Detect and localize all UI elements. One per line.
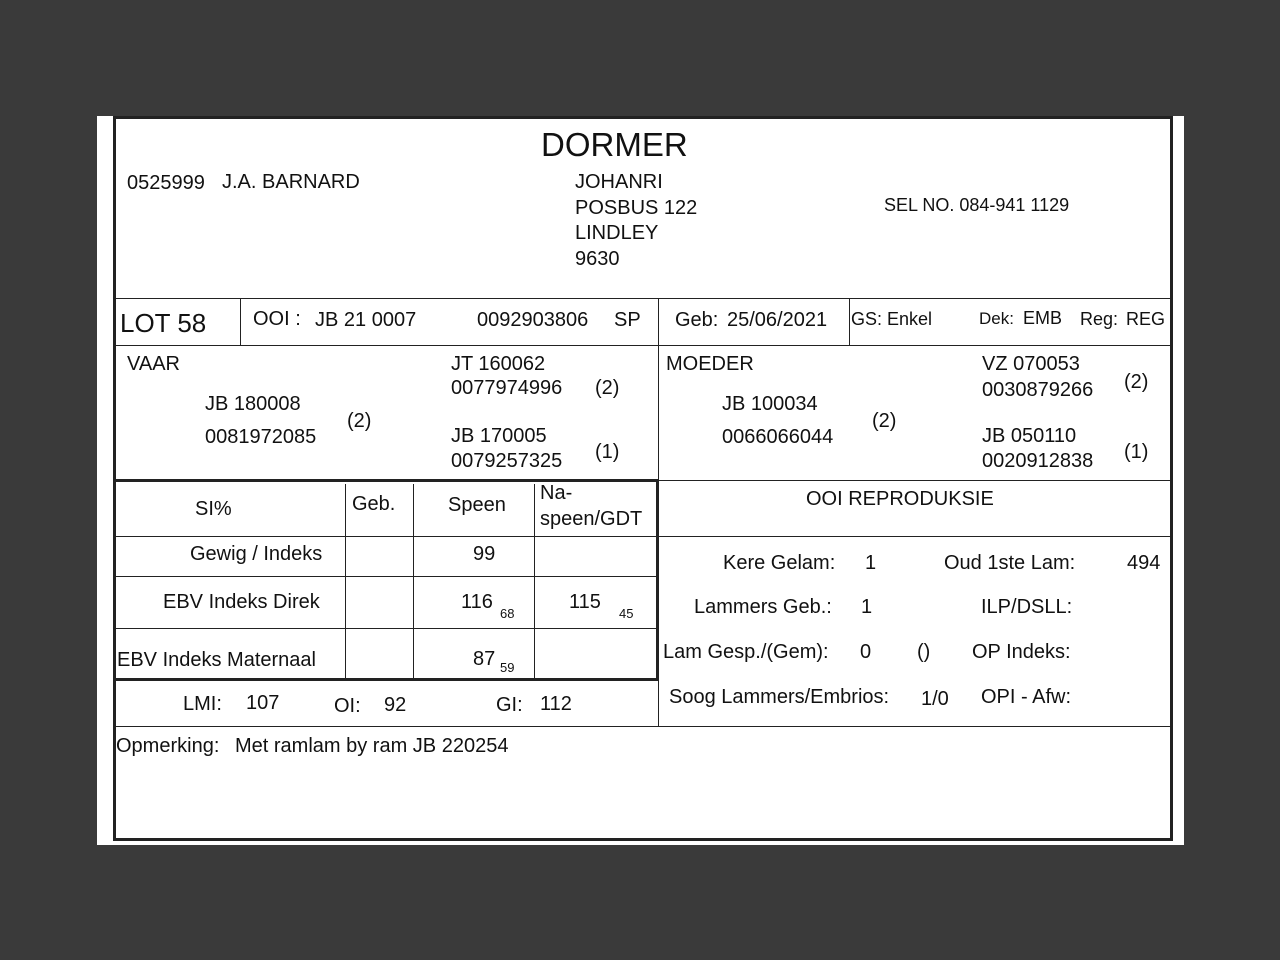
lam-gesp-value: 0	[860, 641, 872, 663]
rule-lot-divider	[240, 298, 241, 345]
reg-label: Reg:	[1080, 309, 1119, 329]
index-header-geb: Geb.	[352, 493, 396, 515]
row-direk-speen-sub: 68	[500, 606, 515, 621]
row-gewig-label: Gewig / Indeks	[190, 543, 323, 565]
moeder-id: JB 100034	[722, 393, 818, 415]
vaar-sire-number: 0077974996	[451, 377, 563, 399]
moeder-number: 0066066044	[722, 426, 834, 448]
rule-index-header	[113, 536, 1173, 537]
ilp-dsll-label: ILP/DSLL:	[981, 596, 1073, 618]
row-gewig-speen: 99	[473, 543, 496, 565]
lmi-value: 107	[246, 692, 280, 714]
moeder-sire-id: VZ 070053	[982, 353, 1080, 375]
index-header-speen: Speen	[448, 494, 506, 516]
lmi-label: LMI:	[183, 693, 222, 715]
row-maternaal-speen-sub: 59	[500, 660, 515, 675]
address-line-1: JOHANRI	[575, 171, 663, 193]
soog-lammers-label: Soog Lammers/Embrios:	[669, 686, 890, 708]
vaar-label: VAAR	[127, 353, 180, 375]
kere-gelam-value: 1	[865, 552, 877, 574]
rule-index-row1	[113, 576, 659, 577]
birth-status: GS: Enkel	[851, 309, 933, 329]
oi-label: OI:	[334, 695, 361, 717]
vaar-number: 0081972085	[205, 426, 317, 448]
rule-col-naspeen	[534, 484, 535, 678]
row-direk-speen: 116	[461, 591, 493, 613]
row-direk-naspeen-sub: 45	[619, 606, 634, 621]
lammers-geb-value: 1	[861, 596, 873, 618]
rule-pedigree-bottom-left	[113, 479, 659, 482]
gi-label: GI:	[496, 694, 523, 716]
moeder-dam-number: 0020912838	[982, 450, 1094, 472]
lot-card	[97, 116, 1184, 845]
rule-remark-top	[113, 726, 1173, 727]
registration-number: 0092903806	[477, 309, 589, 331]
row-maternaal-label: EBV Indeks Maternaal	[117, 649, 316, 671]
frame-top	[113, 116, 1173, 119]
vaar-dam-id: JB 170005	[451, 425, 547, 447]
row-direk-label: EBV Indeks Direk	[163, 591, 320, 613]
kere-gelam-label: Kere Gelam:	[723, 552, 836, 574]
frame-bottom	[113, 838, 1173, 841]
vaar-id: JB 180008	[205, 393, 301, 415]
oud-1ste-lam-label: Oud 1ste Lam:	[944, 552, 1076, 574]
address-line-3: LINDLEY	[575, 222, 659, 244]
rule-pedigree-bottom-right	[659, 480, 1173, 481]
index-header-naspeen-1: Na-	[540, 482, 573, 504]
moeder-grade: (2)	[872, 410, 897, 432]
row-maternaal-speen: 87	[473, 648, 496, 670]
address-line-4: 9630	[575, 248, 620, 270]
rule-index-row2	[113, 628, 659, 629]
breeder-name: J.A. BARNARD	[222, 171, 360, 193]
index-header-si: SI%	[195, 498, 232, 520]
oud-1ste-lam-value: 494	[1127, 552, 1161, 574]
moeder-dam-id: JB 050110	[982, 425, 1077, 447]
opi-afw-label: OPI - Afw:	[981, 686, 1072, 708]
vaar-dam-number: 0079257325	[451, 450, 563, 472]
breeder-code: 0525999	[127, 172, 205, 194]
birth-date: 25/06/2021	[727, 309, 828, 331]
phone-number: SEL NO. 084-941 1129	[884, 195, 1070, 215]
lam-gesp-label: Lam Gesp./(Gem):	[663, 641, 829, 663]
reg-value: REG	[1126, 309, 1166, 329]
ooi-label: OOI :	[253, 308, 301, 330]
address-line-2: POSBUS 122	[575, 197, 698, 219]
remark-text: Met ramlam by ram JB 220254	[235, 735, 509, 757]
moeder-label: MOEDER	[666, 353, 754, 375]
vaar-sire-grade: (2)	[595, 377, 620, 399]
moeder-sire-number: 0030879266	[982, 379, 1094, 401]
remark-label: Opmerking:	[116, 735, 220, 757]
lammers-geb-label: Lammers Geb.:	[694, 596, 832, 618]
lot-number: LOT 58	[120, 308, 207, 338]
oi-value: 92	[384, 694, 407, 716]
vaar-sire-id: JT 160062	[451, 353, 546, 375]
index-header-naspeen-2: speen/GDT	[540, 508, 643, 530]
birth-label: Geb:	[675, 309, 719, 331]
ooi-id: JB 21 0007	[315, 309, 417, 331]
frame-right	[1170, 116, 1173, 841]
dek-label: Dek:	[979, 309, 1014, 328]
vaar-grade: (2)	[347, 410, 372, 432]
moeder-dam-grade: (1)	[1124, 441, 1149, 463]
breed-title: DORMER	[541, 126, 688, 163]
rule-index-row3	[113, 678, 659, 681]
reproduction-title: OOI REPRODUKSIE	[806, 488, 994, 510]
rule-lot-bottom	[113, 345, 1173, 346]
vaar-dam-grade: (1)	[595, 441, 620, 463]
moeder-sire-grade: (2)	[1124, 371, 1149, 393]
rule-lot-top	[113, 298, 1173, 299]
rule-geb-divider	[849, 298, 850, 345]
rule-col-geb	[345, 484, 346, 678]
rule-index-right	[656, 479, 659, 679]
soog-lammers-value: 1/0	[921, 688, 949, 710]
op-indeks-label: OP Indeks:	[972, 641, 1071, 663]
registration-suffix: SP	[614, 309, 641, 331]
lam-gesp-gem: ()	[917, 641, 931, 663]
dek-value: EMB	[1023, 308, 1063, 328]
rule-col-speen	[413, 484, 414, 678]
gi-value: 112	[540, 693, 572, 715]
row-direk-naspeen: 115	[569, 591, 601, 613]
